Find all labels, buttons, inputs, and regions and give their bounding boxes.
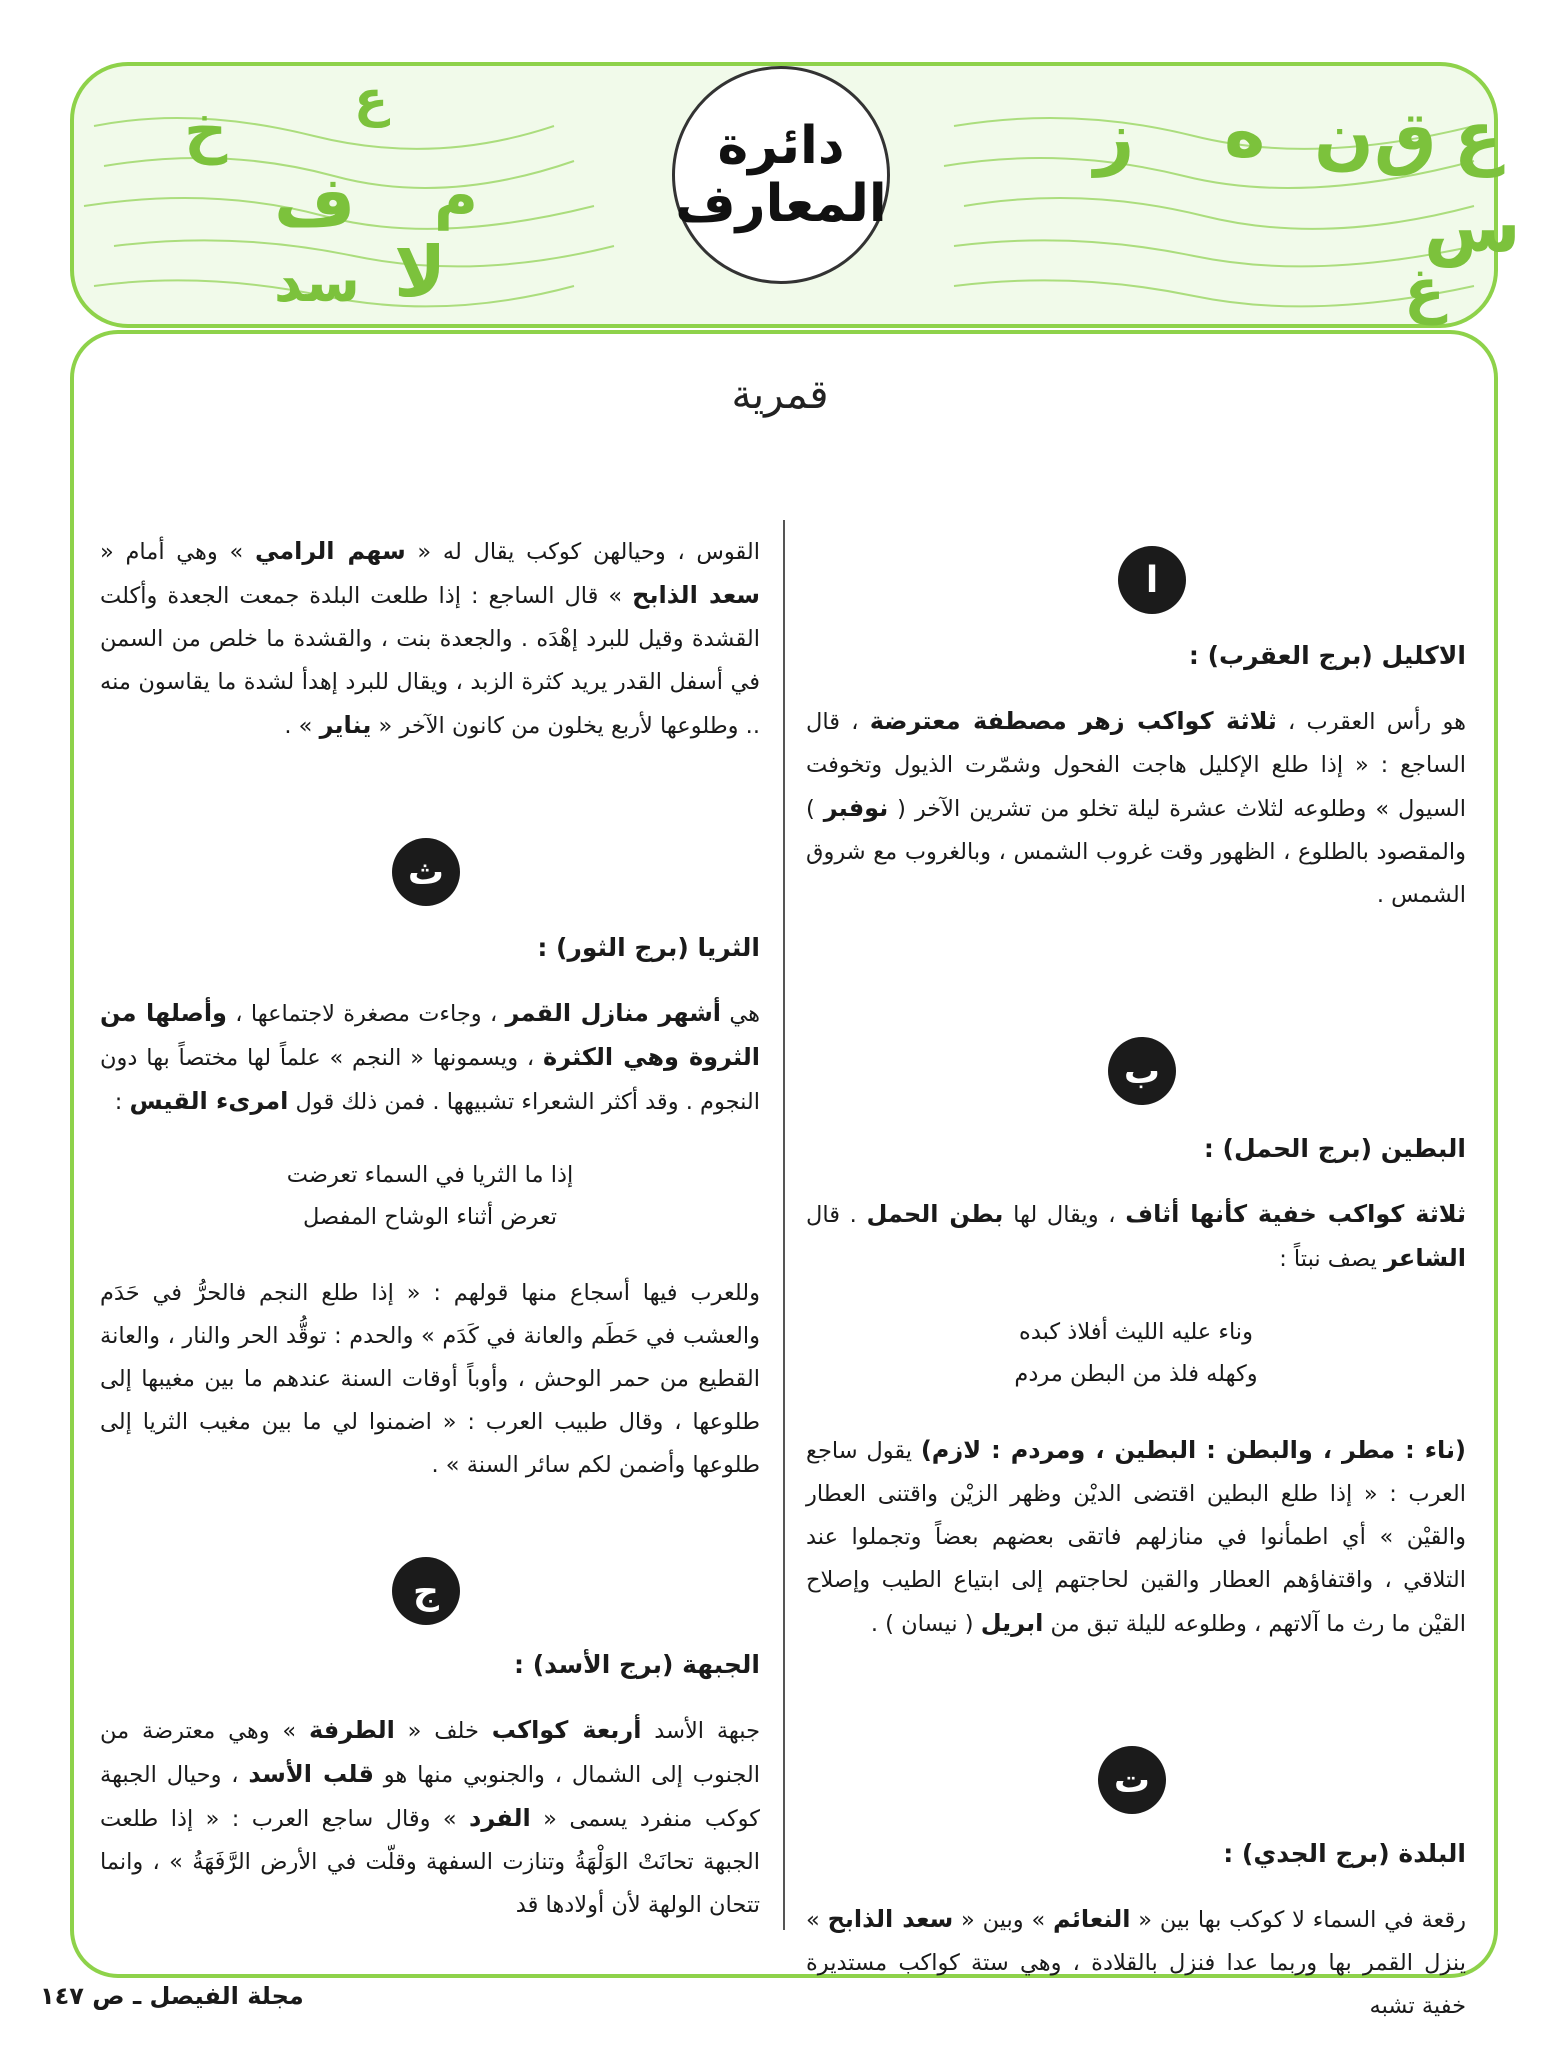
entry-title: الاكليل (برج العقرب) :	[1188, 641, 1466, 670]
pattern-letter: لا	[394, 231, 447, 313]
pattern-letter: ف	[274, 161, 356, 243]
entry-butain	[806, 1037, 1466, 1646]
right-column	[806, 530, 1466, 2028]
entry-iklil	[806, 546, 1466, 917]
column-divider	[783, 520, 785, 1930]
letter-badge: ت	[1098, 1746, 1166, 1814]
seal-title-line2: المعارف	[675, 174, 887, 234]
pattern-letter: غ	[1404, 256, 1445, 326]
seal-title-line1: دائرة	[717, 116, 845, 176]
pattern-letter: ق	[1374, 96, 1437, 178]
verse-line: وناء عليه الليث أفلاذ كبده	[1019, 1319, 1253, 1345]
entry-title: الجبهة (برج الأسد) :	[514, 1650, 760, 1679]
entry-body	[806, 1193, 1466, 1646]
header-seal	[672, 66, 890, 284]
entry-paragraph: ثلاثة كواكب خفية كأنها أثاف ، ويقال لها بطن الحمل . قال الشاعر يصف نبتاً :	[806, 1200, 1467, 1272]
footer-page-label: مجلة الفيصل ـ ص ١٤٧	[40, 1982, 304, 2010]
pattern-letter: ن	[1314, 96, 1374, 178]
entry-paragraph: القوس ، وحيالهن كوكب يقال له « سهم الرامي » وهي أمام « سعد الذابح » قال الساجع : إذا طلعت البلدة جمعت الجعدة وأكلت القشدة وقيل للبرد إهْدَه . والجعدة بنت ، والقشدة ما خلص من السمن في أسفل القدر يريد كثرة الزبد ، ويقال للبرد إهدأ لشدة ما يقاسون منه .. وطلوعها لأربع يخلون من كانون الآخر « يناير » .	[100, 537, 761, 739]
entry-title: الثريا (برج الثور) :	[537, 933, 760, 962]
verse-line: تعرض أثناء الوشاح المفصل	[303, 1204, 557, 1230]
letter-badge: ث	[392, 838, 460, 906]
letter-badge: ب	[1108, 1037, 1176, 1105]
entry-body	[100, 1709, 760, 1927]
pattern-letter: م	[434, 161, 478, 231]
entry-paragraph: وللعرب فيها أسجاع منها قولهم : « إذا طلع النجم فالحرُّ في حَدَم والعشب في حَطَم والعانة في كَدَم » والحدم : توقُّد الحر والنار ، والعانة القطيع من حمر الوحش ، وأوباً أوقات السنة عندهم ما بين مغيبها إلى طلوعها ، وقال طبيب العرب : « اضمنوا لي ما بين مغيب الثريا إلى طلوعها وأضمن لكم سائر السنة » .	[100, 1280, 760, 1478]
pattern-letter: ز	[1094, 96, 1135, 178]
pattern-letter: ه	[1224, 91, 1266, 173]
entry-title: البلدة (برج الجدي) :	[1223, 1839, 1466, 1868]
letter-badge: ج	[392, 1557, 460, 1625]
entry-jabha	[100, 1557, 760, 1927]
entry-paragraph: هي أشهر منازل القمر ، وجاءت مصغرة لاجتماعها ، وأصلها من الثروة وهي الكثرة ، ويسمونها « النجم » علماً لها مختصاً بها دون النجوم . وقد أكثر الشعراء تشبيهها . فمن ذلك قول امرىء القيس :	[100, 999, 760, 1115]
entry-balda	[806, 1746, 1466, 2028]
left-column	[100, 530, 760, 1927]
entry-paragraph: هو رأس العقرب ، ثلاثة كواكب زهر مصطفة معترضة ، قال الساجع : « إذا طلع الإكليل هاجت الفحول وشمّرت الذيول وتخوفت السيول » وطلوعه لثلاث عشرة ليلة تخلو من تشرين الآخر ( نوفبر ) والمقصود بالطلوع ، الظهور وقت غروب الشمس ، وبالغروب مع شروق الشمس .	[806, 707, 1466, 908]
entry-thurayya	[100, 838, 760, 1487]
letter-badge: ا	[1118, 546, 1186, 614]
verse	[100, 1154, 760, 1238]
entry-balda-continued	[100, 530, 760, 748]
pattern-letter: خ	[184, 96, 228, 166]
entry-body	[806, 700, 1466, 917]
verse-line: إذا ما الثريا في السماء تعرضت	[286, 1162, 574, 1188]
section-title: قمرية	[731, 372, 829, 418]
pattern-letter: ع	[1454, 96, 1502, 178]
entry-paragraph: جبهة الأسد أربعة كواكب خلف « الطرفة » وهي معترضة من الجنوب إلى الشمال ، والجنوبي منها هو قلب الأسد ، وحيال الجبهة كوكب منفرد يسمى « الفرد » وقال ساجع العرب : « إذا طلعت الجبهة تحانَتْ الوَلْهَةُ وتنازت السفهة وقلّت في الأرض الرَّفَهَةُ » ، وانما تتحان الولهة لأن أولادها قد	[100, 1716, 761, 1918]
verse	[806, 1311, 1466, 1395]
entry-paragraph: رقعة في السماء لا كوكب بها بين « النعائم » وبين « سعد الذابح » ينزل القمر بها وربما عدا فنزل بالقلادة ، وهي ستة كواكب مستديرة خفية تشبه	[806, 1905, 1467, 2019]
pattern-letter: ع	[354, 70, 389, 128]
entry-body	[806, 1898, 1466, 2028]
entry-body	[100, 992, 760, 1487]
entry-title: البطين (برج الحمل) :	[1203, 1134, 1466, 1163]
pattern-letter: سد	[274, 250, 360, 314]
entry-paragraph: (ناء : مطر ، والبطن : البطين ، ومردم : لازم) يقول ساجع العرب : « إذا طلع البطين اقتضى الديْن وظهر الزيْن واقتنى العطار والقيْن » أي اطمأنوا في منازلهم فاتقى بعضهم بعضاً وتجملوا عند التلاقي ، واقتفاؤهم العطار والقين لحاجتهم إلى ابتياع الطيب وإصلاح القيْن ما رث ما آلاتهم ، وطلوعه لليلة تبق من ابريل ( نيسان ) .	[806, 1436, 1466, 1637]
verse-line: وكهله فلذ من البطن مردم	[1014, 1361, 1258, 1387]
pattern-letter: س	[1424, 186, 1521, 268]
entry-body	[100, 530, 760, 748]
